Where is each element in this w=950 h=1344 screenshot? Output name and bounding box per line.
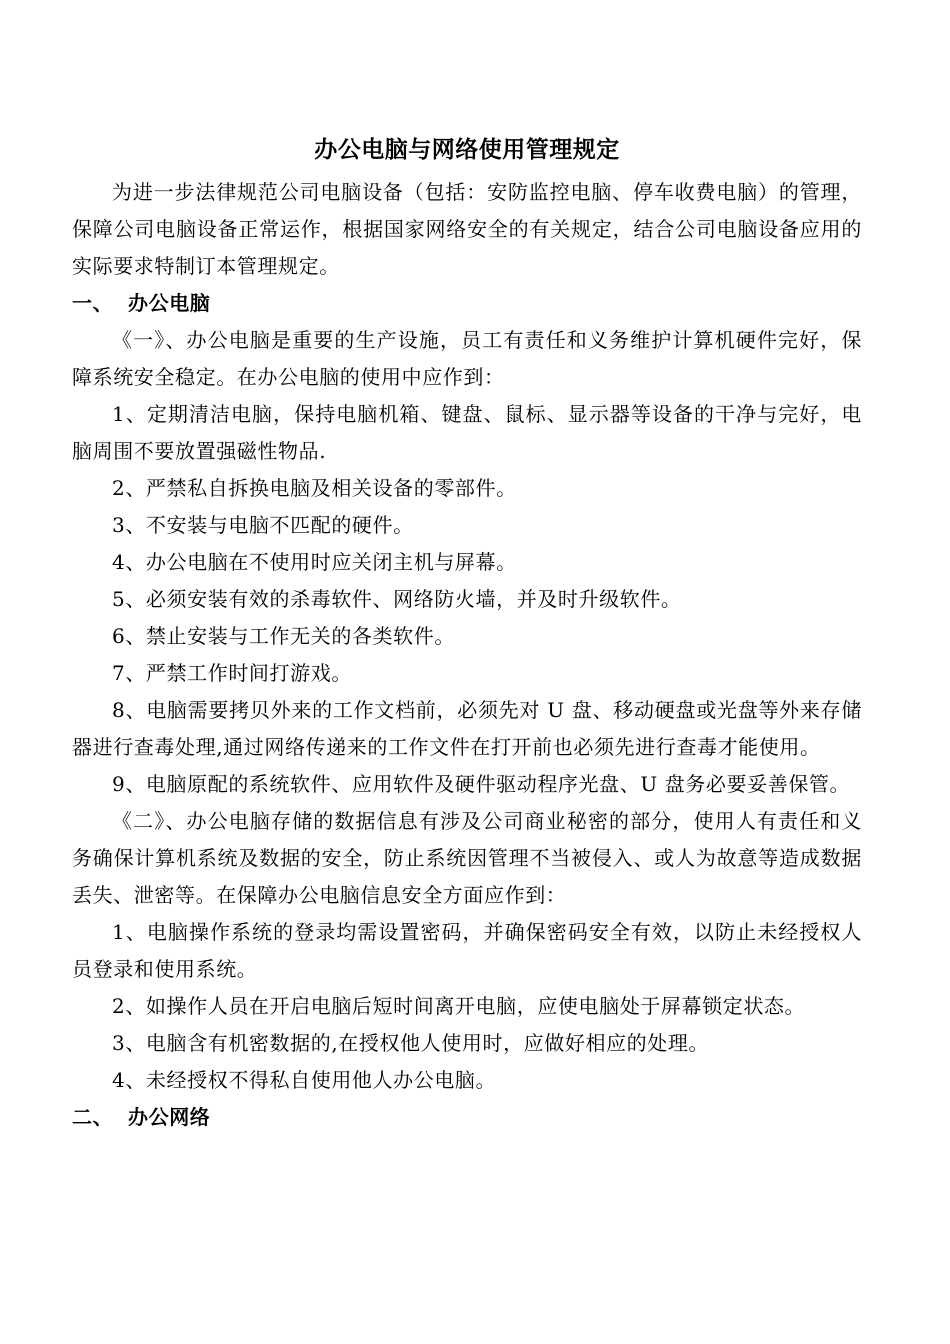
part2-intro-paragraph: 《二》、办公电脑存储的数据信息有涉及公司商业秘密的部分，使用人有责任和义务确保计算机系统及数据的安全，防止系统因管理不当被侵入、或人为故意等造成数据丢失、泄密等。在保障办公电脑信息安全方面应作到： bbox=[72, 809, 862, 907]
intro-paragraph: 为进一步法律规范公司电脑设备（包括：安防监控电脑、停车收费电脑）的管理，保障公司电脑设备正常运作，根据国家网络安全的有关规定，结合公司电脑设备应用的实际要求特制订本管理规定。 bbox=[72, 180, 862, 278]
list-item: 3、电脑含有机密数据的,在授权他人使用时，应做好相应的处理。 bbox=[112, 1031, 710, 1055]
list-item: 4、未经授权不得私自使用他人办公电脑。 bbox=[112, 1068, 497, 1092]
list-item: 3、不安装与电脑不匹配的硬件。 bbox=[112, 513, 414, 537]
list-item: 1、电脑操作系统的登录均需设置密码，并确保密码安全有效，以防止未经授权人员登录和使用系统。 bbox=[72, 920, 862, 981]
section-heading-2 bbox=[72, 1099, 862, 1136]
list-item: 9、电脑原配的系统软件、应用软件及硬件驱动程序光盘、U 盘务必要妥善保管。 bbox=[112, 772, 851, 796]
list-item: 6、禁止安装与工作无关的各类软件。 bbox=[112, 624, 455, 648]
document-title: 办公电脑与网络使用管理规定 bbox=[314, 136, 620, 163]
section-heading-1 bbox=[72, 285, 862, 322]
list-item: 1、定期清洁电脑，保持电脑机箱、键盘、鼠标、显示器等设备的干净与完好，电脑周围不要放置强磁性物品. bbox=[72, 402, 862, 463]
section-title: 办公网络 bbox=[128, 1105, 211, 1129]
list-item: 5、必须安装有效的杀毒软件、网络防火墙，并及时升级软件。 bbox=[112, 587, 682, 611]
list-item: 7、严禁工作时间打游戏。 bbox=[112, 661, 352, 685]
section-number: 二、 bbox=[72, 1105, 114, 1129]
list-item: 2、如操作人员在开启电脑后短时间离开电脑，应使电脑处于屏幕锁定状态。 bbox=[112, 994, 806, 1018]
list-item: 4、办公电脑在不使用时应关闭主机与屏幕。 bbox=[112, 550, 517, 574]
list-item: 2、严禁私自拆换电脑及相关设备的零部件。 bbox=[112, 476, 517, 500]
list-item: 8、电脑需要拷贝外来的工作文档前，必须先对 U 盘、移动硬盘或光盘等外来存储器进行查毒处理,通过网络传递来的工作文件在打开前也必须先进行查毒才能使用。 bbox=[72, 698, 862, 759]
section-title: 办公电脑 bbox=[128, 291, 211, 315]
section-number: 一、 bbox=[72, 291, 114, 315]
part1-intro-paragraph: 《一》、办公电脑是重要的生产设施，员工有责任和义务维护计算机硬件完好，保障系统安全稳定。在办公电脑的使用中应作到： bbox=[72, 328, 862, 389]
document-page bbox=[72, 128, 862, 1136]
